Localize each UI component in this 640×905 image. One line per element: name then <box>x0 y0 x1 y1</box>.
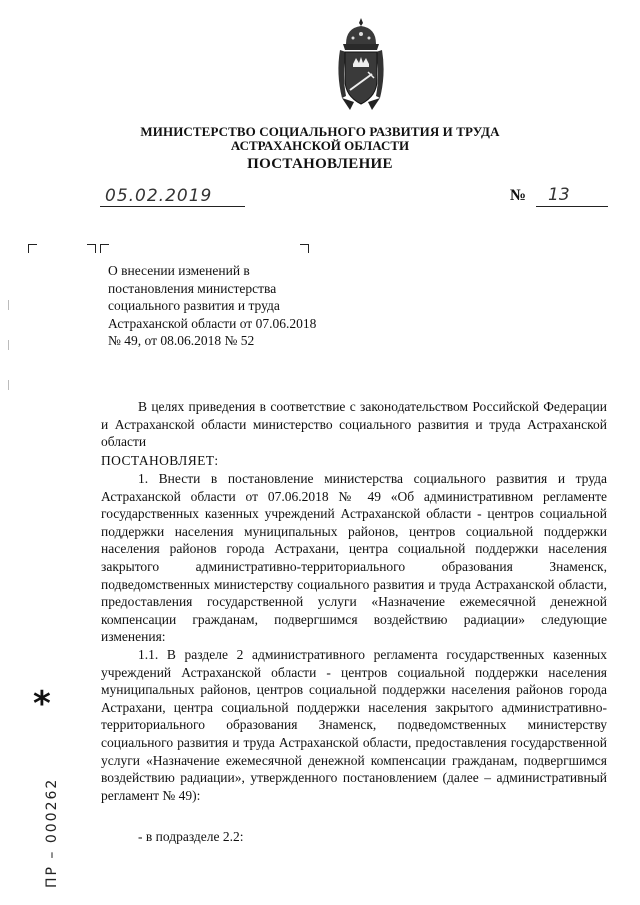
coat-of-arms-emblem <box>330 14 392 114</box>
scan-mark <box>8 340 9 350</box>
paragraph-1: 1. Внести в постановление министерства социального развития и труда Астраханской области от 07.06.2018 № 49 «Об административном регламенте государственных казенных учреждений Астраханской области - центров социальной поддержки населения муниципальных районов, центров социальной поддержки населения районов города Астрахани, центра социальной поддержки населения закрытого административно-территориального образования Знаменск, подведомственных министерству социального развития и труда Астраханской области, предоставления государственной услуги «Назначение ежемесячной денежной компенсации гражданам, подвергшимся воздействию радиации» следующие изменения: <box>101 471 607 645</box>
document-number: 13 <box>548 185 570 205</box>
subsection-2-2: - в подразделе 2.2: <box>138 829 244 844</box>
document-type: ПОСТАНОВЛЕНИЕ <box>247 156 393 172</box>
registration-number: ПР – 000262 <box>44 777 60 888</box>
corner-mark <box>300 244 309 253</box>
intro-paragraph: В целях приведения в соответствие с законодательством Российской Федерации и Астраханской области министерство социального развития и труда Астраханской области <box>101 399 607 450</box>
paragraph-1-1: 1.1. В разделе 2 административного регламента государственных казенных учреждений Астраханской области - центров социальной поддержки населения муниципальных районов, центров социальной поддержки населения районов города Астрахани, центра социальной поддержки населения закрытого административно-территориального образования Знаменск, подведомственных министерству социального развития и труда Астраханской области, предоставления государственной услуги «Назначение ежемесячной денежной компенсации гражданам, подвергшимся воздействию радиации», утвержденного постановлением (далее – административный регламент № 49): <box>101 647 607 803</box>
resolve-heading: ПОСТАНОВЛЯЕТ: <box>101 453 219 468</box>
document-date: 05.02.2019 <box>105 186 213 206</box>
number-underline <box>536 206 608 207</box>
corner-mark <box>100 244 109 253</box>
document-subject: О внесении изменений в постановления министерства социального развития и труда Астраханской области от 07.06.2018 № 49, от 08.06.2018 № 52 <box>108 263 317 349</box>
ministry-title-line2: АСТРАХАНСКОЙ ОБЛАСТИ <box>230 138 410 153</box>
scan-mark <box>8 300 9 310</box>
scan-mark <box>8 380 9 390</box>
number-sign: № <box>510 187 527 204</box>
margin-star: * <box>33 684 51 724</box>
corner-mark <box>28 244 37 253</box>
ministry-title-line1: МИНИСТЕРСТВО СОЦИАЛЬНОГО РАЗВИТИЯ И ТРУДА <box>140 124 500 139</box>
date-underline <box>100 206 245 207</box>
corner-mark <box>87 244 96 253</box>
